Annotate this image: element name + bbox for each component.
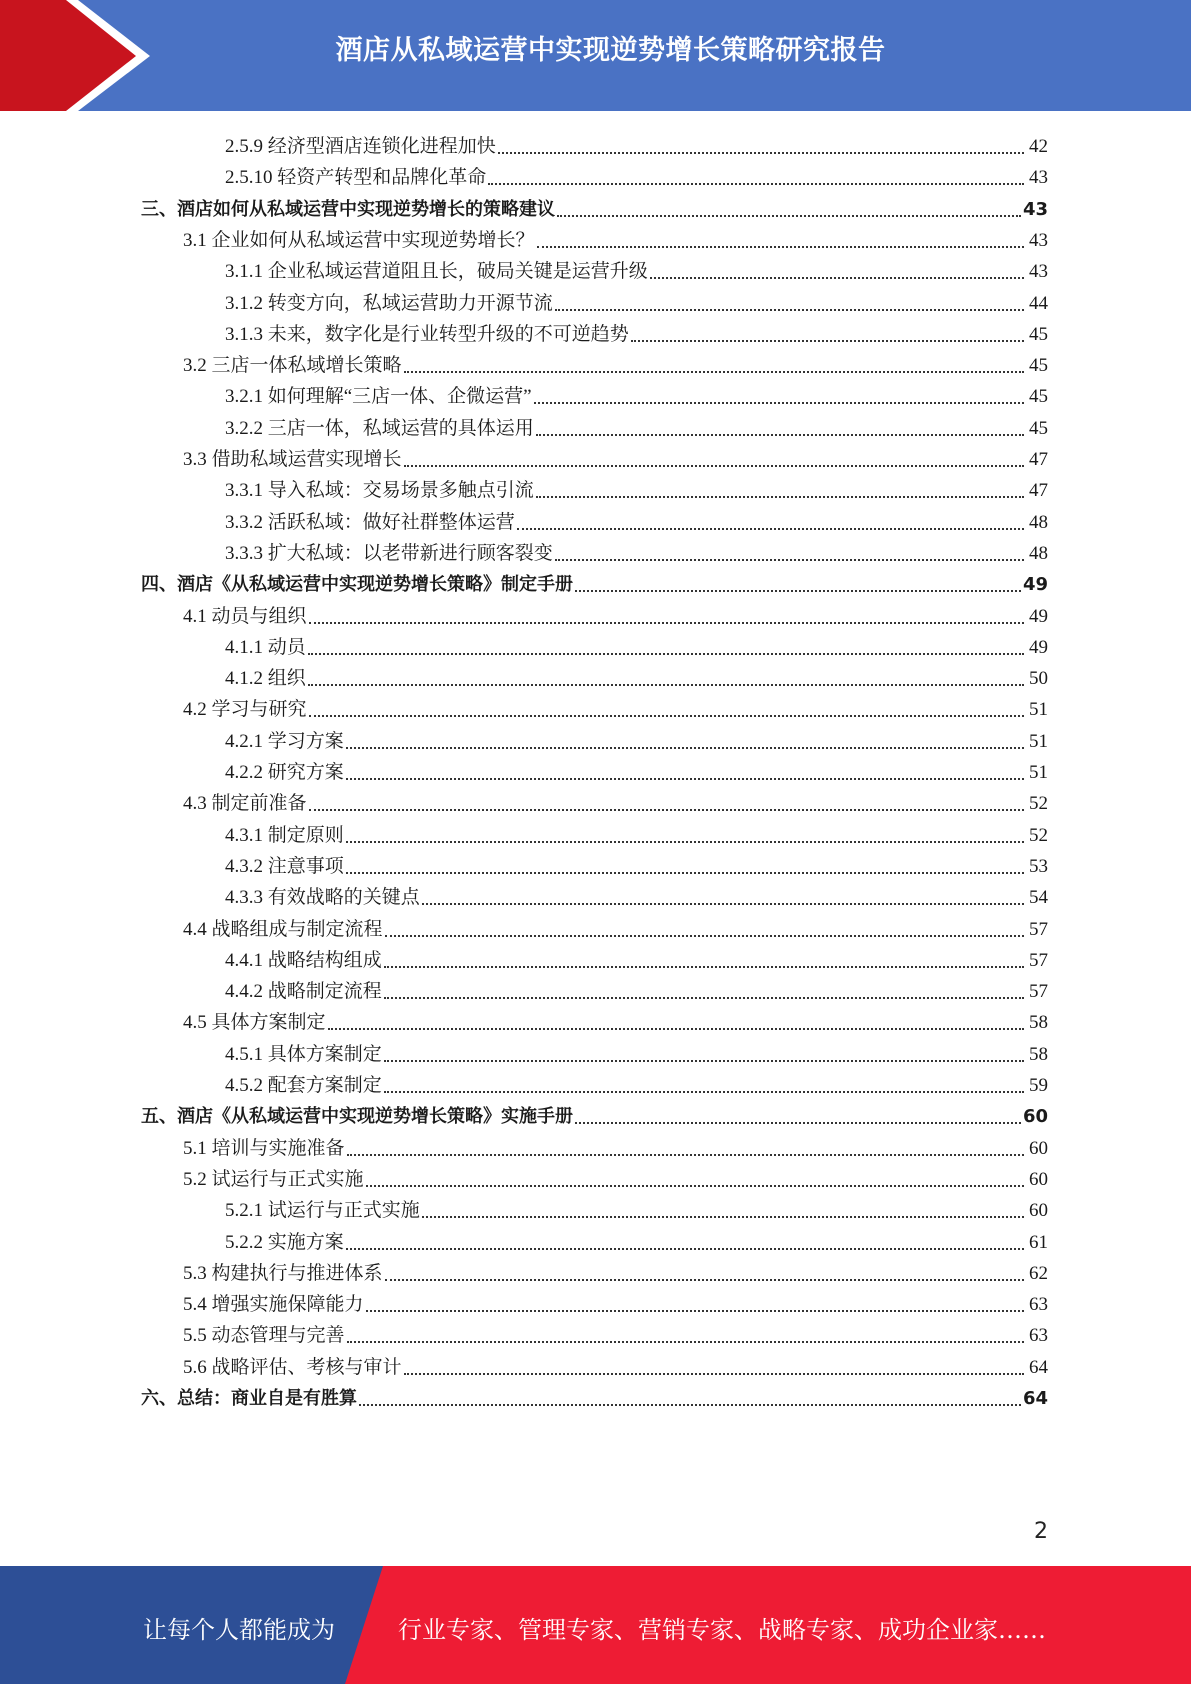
toc-leader-dots xyxy=(384,946,1024,968)
toc-leader-dots xyxy=(498,132,1024,154)
toc-entry[interactable] xyxy=(183,1317,1048,1348)
toc-entry[interactable] xyxy=(225,316,1048,347)
toc-leader-dots xyxy=(557,195,1021,217)
toc-leader-dots xyxy=(534,382,1024,404)
toc-leader-dots xyxy=(309,602,1024,624)
toc-entry-page: 50 xyxy=(1029,668,1048,690)
toc-entry-title: 3.3.2 活跃私域：做好社群整体运营 xyxy=(225,511,515,533)
toc-leader-dots xyxy=(404,1353,1024,1375)
toc-entry[interactable] xyxy=(141,1098,1048,1129)
toc-entry[interactable] xyxy=(225,285,1048,316)
toc-leader-dots xyxy=(359,1384,1021,1406)
toc-entry-title: 4.5.2 配套方案制定 xyxy=(225,1075,382,1096)
page-number: 2 xyxy=(1034,1519,1048,1544)
toc-entry[interactable] xyxy=(183,1004,1048,1035)
toc-entry-title: 2.5.9 经济型酒店连锁化进程加快 xyxy=(225,136,496,157)
toc-entry-title: 3.3.3 扩大私域：以老带新进行顾客裂变 xyxy=(225,542,553,564)
toc-entry-page: 60 xyxy=(1029,1168,1048,1190)
toc-entry-page: 51 xyxy=(1029,730,1048,752)
toc-entry[interactable] xyxy=(183,785,1048,816)
toc-entry[interactable] xyxy=(225,504,1048,535)
toc-entry-title: 5.1 培训与实施准备 xyxy=(183,1137,345,1159)
toc-entry-page: 43 xyxy=(1029,261,1048,283)
toc-entry-title: 4.2.2 研究方案 xyxy=(225,762,344,783)
toc-entry[interactable] xyxy=(225,378,1048,409)
toc-entry[interactable] xyxy=(183,598,1048,629)
toc-leader-dots xyxy=(309,695,1024,717)
toc-entry-page: 63 xyxy=(1029,1325,1048,1347)
toc-entry-title: 4.4.2 战略制定流程 xyxy=(225,981,382,1003)
toc-entry[interactable] xyxy=(183,1255,1048,1286)
toc-leader-dots xyxy=(346,821,1024,843)
toc-entry[interactable] xyxy=(225,472,1048,503)
toc-entry-page: 60 xyxy=(1029,1200,1048,1222)
toc-entry-page: 57 xyxy=(1029,918,1048,940)
toc-entry-page: 45 xyxy=(1029,417,1048,439)
toc-entry-page: 60 xyxy=(1022,1106,1048,1128)
toc-entry-title: 六、总结：商业自是有胜算 xyxy=(141,1388,357,1409)
toc-entry[interactable] xyxy=(183,1349,1048,1380)
toc-entry-page: 49 xyxy=(1029,636,1048,658)
toc-entry-title: 4.2.1 学习方案 xyxy=(225,730,344,752)
toc-entry-page: 45 xyxy=(1029,323,1048,345)
toc-entry-page: 43 xyxy=(1022,198,1048,220)
toc-leader-dots xyxy=(517,508,1024,530)
toc-entry[interactable] xyxy=(183,441,1048,472)
toc-entry-title: 3.2 三店一体私域增长策略 xyxy=(183,355,402,377)
toc-entry-title: 3.1.1 企业私域运营道阻且长，破局关键是运营升级 xyxy=(225,261,648,283)
footer-slogan-right: 行业专家、管理专家、营销专家、战略专家、成功企业家…… xyxy=(398,1616,1046,1644)
toc-entry[interactable] xyxy=(225,942,1048,973)
footer-slogan-left: 让每个人都能成为 xyxy=(143,1616,335,1644)
toc-entry-title: 3.1.2 转变方向，私域运营助力开源节流 xyxy=(225,292,553,314)
toc-entry-page: 61 xyxy=(1029,1231,1048,1253)
toc-entry-title: 5.4 增强实施保障能力 xyxy=(183,1294,364,1316)
toc-entry[interactable] xyxy=(183,347,1048,378)
toc-entry[interactable] xyxy=(225,1036,1048,1067)
toc-entry[interactable] xyxy=(225,1224,1048,1255)
toc-leader-dots xyxy=(384,1071,1024,1093)
toc-entry[interactable] xyxy=(225,973,1048,1004)
toc-leader-dots xyxy=(488,163,1024,185)
toc-leader-dots xyxy=(346,758,1024,780)
toc-leader-dots xyxy=(347,1134,1024,1156)
toc-entry-page: 42 xyxy=(1029,136,1048,157)
toc-entry[interactable] xyxy=(183,911,1048,942)
toc-entry-title: 4.3 制定前准备 xyxy=(183,793,307,815)
toc-entry-page: 43 xyxy=(1029,229,1048,251)
toc-entry-page: 48 xyxy=(1029,542,1048,564)
toc-entry[interactable] xyxy=(225,754,1048,785)
toc-entry-title: 3.2.2 三店一体，私域运营的具体运用 xyxy=(225,417,534,439)
header-title: 酒店从私域运营中实现逆势增长策略研究报告 xyxy=(335,35,886,66)
toc-entry-title: 三、酒店如何从私域运营中实现逆势增长的策略建议 xyxy=(141,198,555,220)
toc-leader-dots xyxy=(346,727,1024,749)
toc-entry-page: 45 xyxy=(1029,355,1048,377)
toc-leader-dots xyxy=(309,789,1024,811)
toc-entry-page: 62 xyxy=(1029,1262,1048,1284)
toc-leader-dots xyxy=(555,289,1024,311)
toc-entry-page: 52 xyxy=(1029,793,1048,815)
toc-leader-dots xyxy=(384,1040,1024,1062)
toc-leader-dots xyxy=(346,1228,1024,1250)
toc-entry-page: 44 xyxy=(1029,292,1048,314)
toc-leader-dots xyxy=(347,1321,1024,1343)
toc-entry[interactable] xyxy=(141,191,1048,222)
toc-entry[interactable] xyxy=(183,1161,1048,1192)
toc-leader-dots xyxy=(631,320,1024,342)
toc-leader-dots xyxy=(555,539,1024,561)
toc-entry-title: 5.6 战略评估、考核与审计 xyxy=(183,1356,402,1378)
toc-entry[interactable] xyxy=(183,222,1048,253)
toc-entry-title: 4.5.1 具体方案制定 xyxy=(225,1043,382,1065)
toc-entry-title: 4.1.2 组织 xyxy=(225,668,306,690)
toc-entry-title: 5.2.1 试运行与正式实施 xyxy=(225,1200,420,1222)
toc-entry[interactable] xyxy=(225,629,1048,660)
toc-entry-title: 五、酒店《从私域运营中实现逆势增长策略》实施手册 xyxy=(141,1106,573,1128)
toc-entry-page: 49 xyxy=(1029,605,1048,627)
toc-entry-title: 3.3.1 导入私域：交易场景多触点引流 xyxy=(225,480,534,502)
toc-entry[interactable] xyxy=(225,535,1048,566)
toc-entry-page: 60 xyxy=(1029,1137,1048,1159)
toc-leader-dots xyxy=(366,1165,1024,1187)
toc-entry-title: 4.5 具体方案制定 xyxy=(183,1012,326,1034)
toc-entry-title: 3.1.3 未来，数字化是行业转型升级的不可逆趋势 xyxy=(225,323,629,345)
toc-entry-title: 5.3 构建执行与推进体系 xyxy=(183,1262,383,1284)
toc-entry-page: 64 xyxy=(1022,1388,1048,1409)
toc-entry[interactable] xyxy=(225,128,1048,159)
toc-entry-page: 57 xyxy=(1029,981,1048,1003)
toc-entry-page: 43 xyxy=(1029,167,1048,189)
toc-leader-dots xyxy=(385,915,1024,937)
toc-entry-title: 4.3.2 注意事项 xyxy=(225,855,344,877)
toc-entry-page: 63 xyxy=(1029,1294,1048,1316)
toc-leader-dots xyxy=(575,1102,1021,1124)
toc-entry[interactable] xyxy=(183,1286,1048,1317)
toc-leader-dots xyxy=(346,852,1024,874)
toc-entry-page: 45 xyxy=(1029,386,1048,408)
toc-leader-dots xyxy=(536,476,1024,498)
toc-leader-dots xyxy=(404,351,1024,373)
toc-leader-dots xyxy=(404,445,1024,467)
toc-entry-title: 四、酒店《从私域运营中实现逆势增长策略》制定手册 xyxy=(141,574,573,596)
toc-entry-page: 54 xyxy=(1029,887,1048,909)
toc-entry-page: 64 xyxy=(1029,1356,1048,1378)
toc-leader-dots xyxy=(536,414,1024,436)
toc-entry[interactable] xyxy=(225,1192,1048,1223)
toc-entry-page: 53 xyxy=(1029,855,1048,877)
toc-entry[interactable] xyxy=(225,660,1048,691)
toc-leader-dots xyxy=(422,883,1024,905)
toc-entry-page: 47 xyxy=(1029,449,1048,470)
toc-entry-title: 4.4.1 战略结构组成 xyxy=(225,949,382,971)
toc-entry[interactable] xyxy=(225,848,1048,879)
toc-leader-dots xyxy=(366,1290,1024,1312)
toc-entry[interactable] xyxy=(225,410,1048,441)
toc-entry[interactable] xyxy=(225,159,1048,190)
toc-entry-page: 51 xyxy=(1029,762,1048,783)
toc-entry-page: 58 xyxy=(1029,1043,1048,1065)
toc-entry[interactable] xyxy=(141,1380,1048,1411)
toc-entry-page: 51 xyxy=(1029,699,1048,721)
toc-entry-title: 4.1.1 动员 xyxy=(225,636,306,658)
toc-entry[interactable] xyxy=(141,566,1048,597)
toc-leader-dots xyxy=(308,664,1024,686)
toc-entry-title: 4.1 动员与组织 xyxy=(183,605,307,627)
toc-entry[interactable] xyxy=(225,253,1048,284)
toc-entry-page: 59 xyxy=(1029,1075,1048,1096)
toc-entry-title: 4.3.1 制定原则 xyxy=(225,824,344,846)
toc-leader-dots xyxy=(385,1259,1024,1281)
toc-entry-page: 47 xyxy=(1029,480,1048,502)
toc-entry-title: 2.5.10 轻资产转型和品牌化革命 xyxy=(225,167,487,189)
toc-entry-title: 4.3.3 有效战略的关键点 xyxy=(225,887,420,909)
toc-leader-dots xyxy=(328,1008,1024,1030)
toc-entry-page: 52 xyxy=(1029,824,1048,846)
toc-entry-title: 3.1 企业如何从私域运营中实现逆势增长？ xyxy=(183,229,535,251)
toc-entry-title: 4.2 学习与研究 xyxy=(183,699,307,721)
toc-entry-title: 3.3 借助私域运营实现增长 xyxy=(183,449,402,470)
toc-leader-dots xyxy=(650,257,1024,279)
toc-leader-dots xyxy=(384,977,1024,999)
toc-entry-title: 5.2 试运行与正式实施 xyxy=(183,1168,364,1190)
toc-entry-page: 48 xyxy=(1029,511,1048,533)
toc-leader-dots xyxy=(308,633,1024,655)
toc-entry[interactable] xyxy=(225,1067,1048,1098)
toc-entry[interactable] xyxy=(225,817,1048,848)
toc-leader-dots xyxy=(537,226,1024,248)
toc-entry-title: 4.4 战略组成与制定流程 xyxy=(183,918,383,940)
toc-entry-page: 57 xyxy=(1029,949,1048,971)
toc-entry[interactable] xyxy=(225,879,1048,910)
toc-entry-page: 49 xyxy=(1022,574,1048,596)
toc-entry[interactable] xyxy=(225,723,1048,754)
toc-leader-dots xyxy=(422,1196,1024,1218)
toc-entry-title: 3.2.1 如何理解“三店一体、企微运营” xyxy=(225,386,532,408)
toc-entry-title: 5.5 动态管理与完善 xyxy=(183,1325,345,1347)
toc-entry[interactable] xyxy=(183,691,1048,722)
page-header xyxy=(0,0,1191,111)
toc-leader-dots xyxy=(575,570,1021,592)
page-footer xyxy=(0,1566,1191,1684)
toc-entry[interactable] xyxy=(183,1130,1048,1161)
toc-entry-title: 5.2.2 实施方案 xyxy=(225,1231,344,1253)
toc-entry-page: 58 xyxy=(1029,1012,1048,1034)
